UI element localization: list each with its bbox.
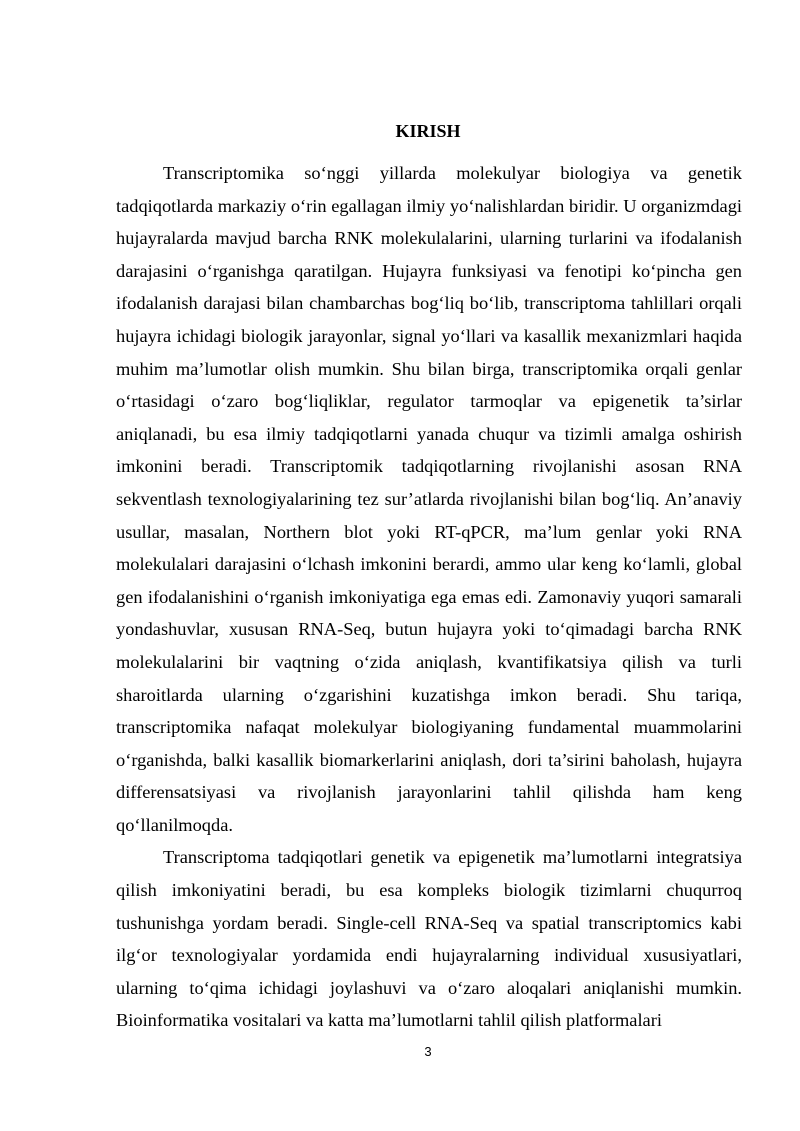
body-text [116, 157, 742, 1037]
section-heading: KIRISH [395, 121, 461, 141]
paragraph-2: Transcriptoma tadqiqotlari genetik va epigenetik ma’lumotlarni integratsiya qilish imkoniyatini beradi, bu esa kompleks biologik tizimlarni chuqurroq tushunishga yordam beradi. Single-cell RNA-Seq va spatial transcriptomics kabi ilg‘or texnologiyalar yordamida endi hujayralarning individual xususiyatlari, ularning to‘qima ichidagi joylashuvi va o‘zaro aloqalari aniqlanishi mumkin. Bioinformatika vositalari va katta ma’lumotlarni tahlil qilish platformalari [116, 847, 742, 1031]
page-number: 3 [424, 1044, 432, 1059]
paragraph-1: Transcriptomika so‘nggi yillarda molekulyar biologiya va genetik tadqiqotlarda markaziy o‘rin egallagan ilmiy yo‘nalishlardan biridir. U organizmdagi hujayralarda mavjud barcha RNK molekulalarini, ularning turlarini va ifodalanish darajasini o‘rganishga qaratilgan. Hujayra funksiyasi va fenotipi ko‘pincha gen ifodalanish darajasi bilan chambarchas bog‘liq bo‘lib, transcriptoma tahlillari orqali hujayra ichidagi biologik jarayonlar, signal yo‘llari va kasallik mexanizmlari haqida muhim ma’lumotlar olish mumkin. Shu bilan birga, transcriptomika orqali genlar o‘rtasidagi o‘zaro bog‘liqliklar, regulator tarmoqlar va epigenetik ta’sirlar aniqlanadi, bu esa ilmiy tadqiqotlarni yanada chuqur va tizimli amalga oshirish imkonini beradi. Transcriptomik tadqiqotlarning rivojlanishi asosan RNA sekventlash texnologiyalarining tez sur’atlarda rivojlanishi bilan bog‘liq. An’anaviy usullar, masalan, Northern blot yoki RT-qPCR, ma’lum genlar yoki RNA molekulalari darajasini o‘lchash imkonini berardi, ammo ular keng ko‘lamli, global gen ifodalanishini o‘rganish imkoniyatiga ega emas edi. Zamonaviy yuqori samarali yondashuvlar, xususan RNA-Seq, butun hujayra yoki to‘qimadagi barcha RNK molekulalarini bir vaqtning o‘zida aniqlash, kvantifikatsiya qilish va turli sharoitlarda ularning o‘zgarishini kuzatishga imkon beradi. Shu tariqa, transcriptomika nafaqat molekulyar biologiyaning fundamental muammolarini o‘rganishda, balki kasallik biomarkerlarini aniqlash, dori ta’sirini baholash, hujayra differensatsiyasi va rivojlanish jarayonlarini tahlil qilishda ham keng qo‘llanilmoqda. [116, 163, 742, 835]
